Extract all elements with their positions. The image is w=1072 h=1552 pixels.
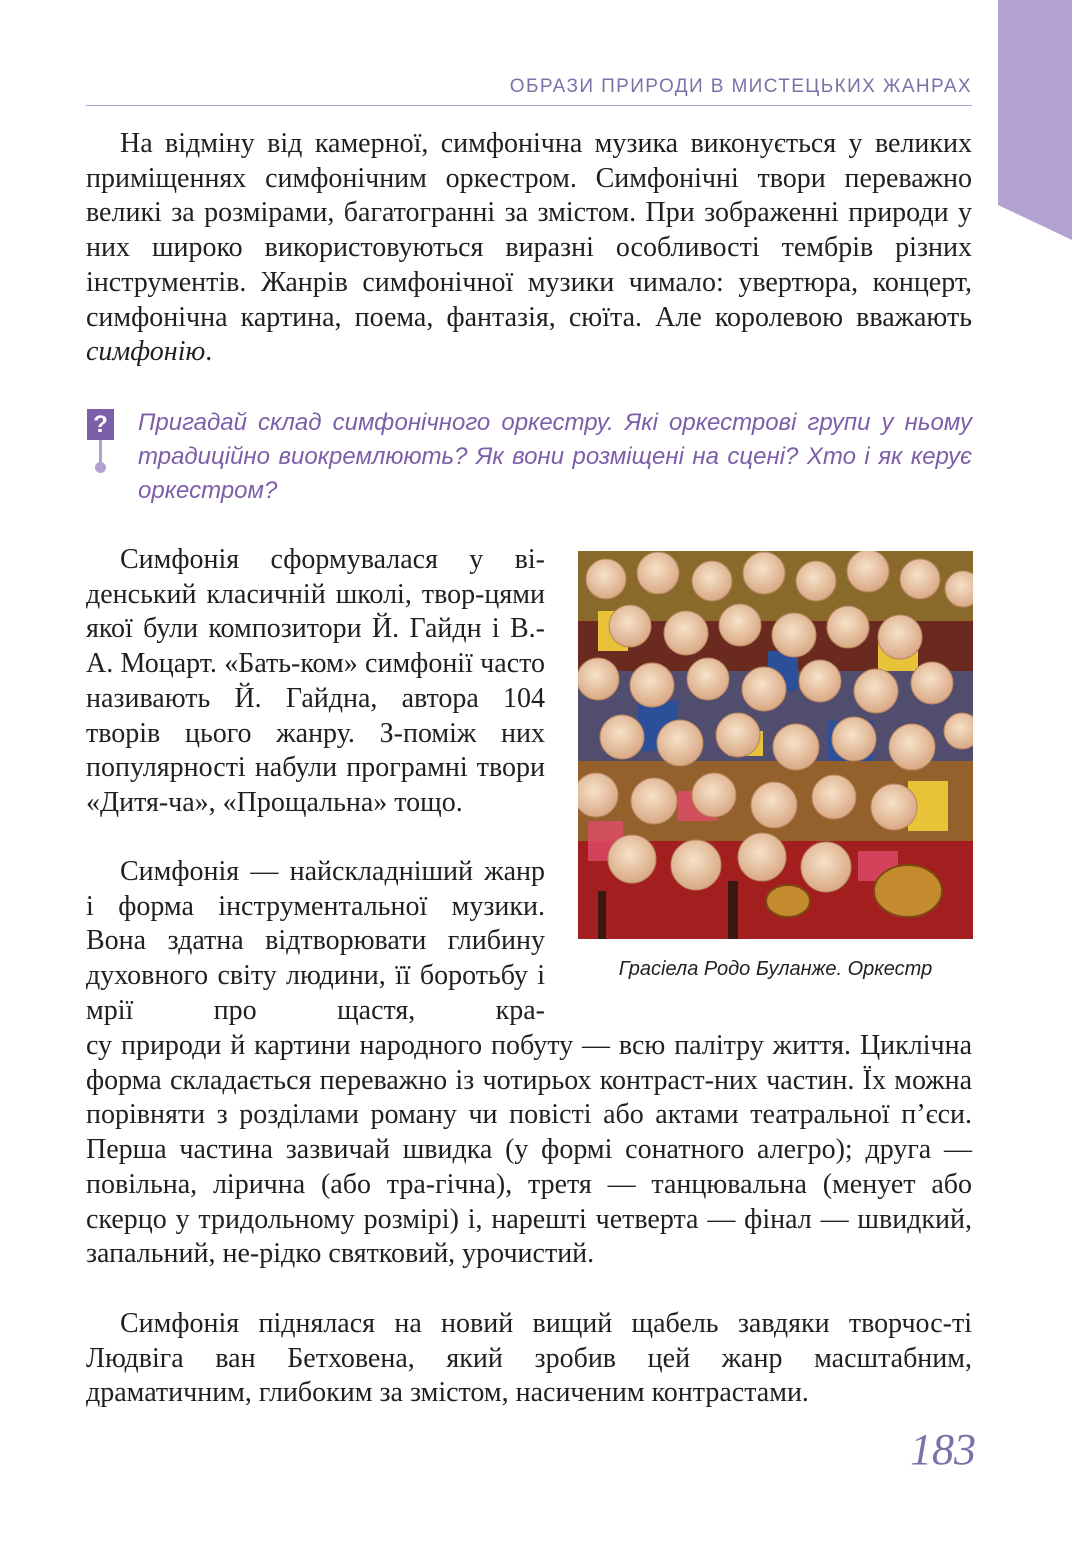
emphasis-symphony: симфонію	[86, 336, 206, 368]
paragraph-genre-full	[86, 1029, 972, 1272]
paragraph-vienna-text: Симфонія сформувалася у ві-денський класичній школі, твор-цями якої були композитори Й. Гайдн і В.-А. Моцарт. «Бать-ком» симфонії часто називають Й. Гайдна, автора 104 творів цього жанру. З-поміж них популярності набули програмні твори «Дитя-ча», «Прощальна» тощо.	[86, 544, 545, 818]
paragraph-beethoven-text: Симфонія піднялася на новий вищий щабель завдяки творчос-ті Людвіга ван Бетховена, який зробив цей жанр масштабним, драматичним, глибоким за змістом, насиченим контрастами.	[86, 1308, 972, 1409]
paragraph-intro-end: .	[205, 336, 213, 368]
page-number: 183	[910, 1425, 976, 1474]
paragraph-genre-full-text: су природи й картини народного побуту — всю палітру життя. Циклічна форма складається переважно із чотирьох контраст-них частин. Їх можна порівняти з розділами роману чи повісті або актами театральної п’єси. Перша частина зазвичай швидка (у формі сонатного алегро); друга — повільна, лірична (або тра-гічна), третя — танцювальна (менует або скерцо у тридольному розмірі) і, нарешті четверта — фінал — швидкий, запальний, не-рідко святковий, урочистий.	[86, 1030, 972, 1270]
question-mark-icon: ?	[87, 409, 114, 440]
running-head: ОБРАЗИ ПРИРОДИ В МИСТЕЦЬКИХ ЖАНРАХ	[509, 76, 972, 97]
question-text: Пригадай склад симфонічного оркестру. Які оркестрові групи у ньому традиційно виокремлюють? Як вони розміщені на сцені? Хто і як керує оркестром?	[138, 409, 972, 504]
painting-caption: Грасіела Родо Буланже. Оркестр	[618, 958, 933, 980]
chapter-tab	[998, 0, 1072, 240]
paragraph-genre-narrow	[86, 855, 545, 1029]
orchestra-painting	[578, 551, 973, 939]
paragraph-vienna	[86, 543, 545, 821]
paragraph-intro-text: На відміну від камерної, симфонічна музика виконується у великих приміщеннях симфонічним оркестром. Симфонічні твори переважно великі за розмірами, багатогранні за змістом. При зображенні природи у них широко використовуються виразні особливості тембрів різних інструментів. Жанрів симфонічної музики чимало: увертюра, концерт, симфонічна картина, поема, фантазія, сюїта. Але королевою вважають	[86, 128, 972, 333]
painting-image	[578, 551, 973, 939]
header-rule	[86, 105, 972, 106]
paragraph-genre-narrow-text: Симфонія — найскладніший жанр і форма інструментальної музики. Вона здатна відтворювати глибину духовного світу людини, її боротьбу і мрії про щастя, кра-	[86, 856, 545, 1026]
paragraph-intro	[86, 127, 972, 370]
question-icon-dot	[95, 462, 106, 473]
paragraph-beethoven	[86, 1307, 972, 1411]
